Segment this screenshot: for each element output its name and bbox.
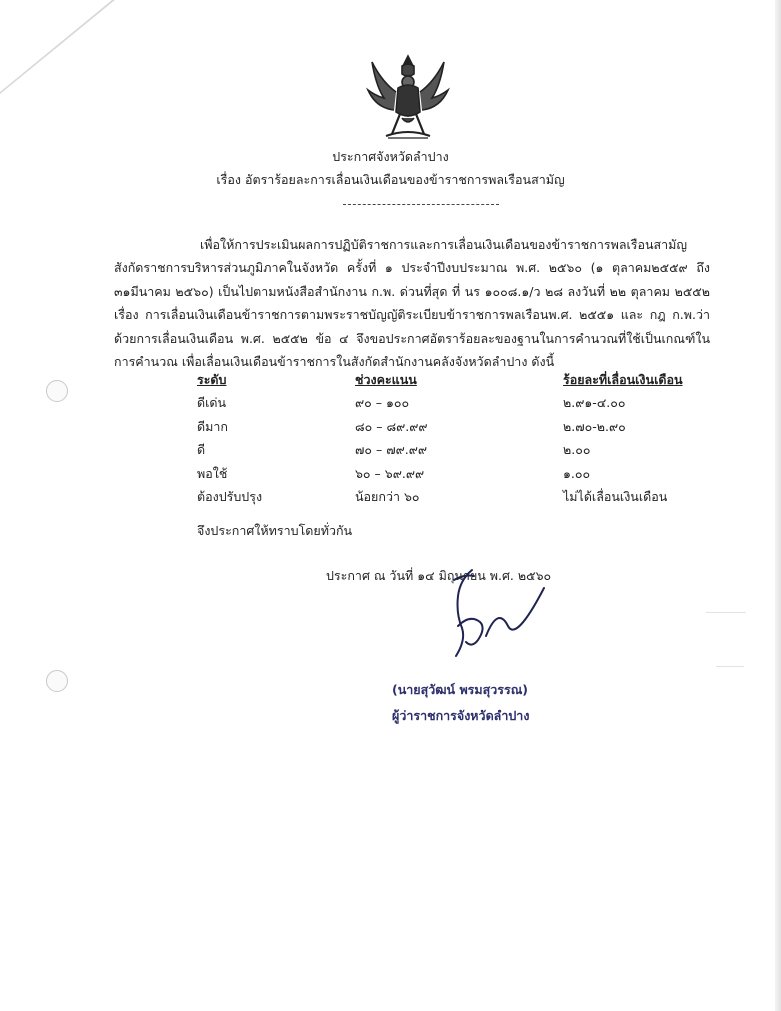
table-header-row [197, 370, 717, 393]
row-level: ดีเด่น [197, 395, 227, 411]
handwritten-signature [446, 566, 556, 666]
punch-hole-top [46, 380, 68, 402]
header-score-range: ช่วงคะแนน [355, 372, 417, 387]
signatory-position: ผู้ว่าราชการจังหวัดลำปาง [392, 708, 530, 723]
row-level: ดี [197, 442, 206, 458]
header-level: ระดับ [197, 372, 227, 387]
header-percentage: ร้อยละที่เลื่อนเงินเดือน [563, 372, 683, 387]
signatory-name: (นายสุวัฒน์ พรมสุวรรณ) [392, 682, 529, 697]
table-row [197, 417, 717, 440]
row-percentage: ๒.๗๐-๒.๙๐ [563, 418, 626, 434]
announcement-title: ประกาศจังหวัดลำปาง [332, 149, 449, 164]
garuda-emblem-icon [362, 52, 454, 144]
scan-artifact [706, 612, 746, 613]
table-row [197, 440, 717, 463]
salary-rate-table [197, 370, 717, 510]
row-score-range: ๖๐ – ๖๙.๙๙ [355, 465, 425, 481]
row-percentage: ไม่ได้เลื่อนเงินเดือน [563, 488, 668, 504]
body-paragraph: เพื่อให้การประเมินผลการปฏิบัติราชการและการเลื่อนเงินเดือนของข้าราชการพลเรือนสามัญ สังกัดราชการบริหารส่วนภูมิภาคในจังหวัด ครั้งที่ ๑ ประจำปีงบประมาณ พ.ศ. ๒๕๖๐ (๑ ตุลาคม๒๕๕๙ ถึง ๓๑มีนาคม ๒๕๖๐) เป็นไปตามหนังสือสำนักงาน ก.พ. ด่วนที่สุด ที่ นร ๑๐๐๘.๑/ว ๒๘ ลงวันที่ ๒๒ ตุลาคม ๒๕๕๒ เรื่อง การเลื่อนเงินเดือนข้าราชการตามพระราชบัญญัติระเบียบข้าราชการพลเรือนพ.ศ. ๒๕๕๑ และ กฎ ก.พ.ว่าด้วยการเลื่อนเงินเดือน พ.ศ. ๒๕๕๒ ข้อ ๔ จึงขอประกาศอัตราร้อยละของฐานในการคำนวณที่ใช้เป็นเกณฑ์ในการคำนวณ เพื่อเลื่อนเงินเดือนข้าราชการในสังกัดสำนักงานคลังจังหวัดลำปาง ดังนี้ [114, 237, 710, 370]
row-score-range: ๗๐ – ๗๙.๙๙ [355, 442, 428, 458]
row-level: พอใช้ [197, 465, 228, 481]
row-score-range: ๙๐ – ๑๐๐ [355, 395, 410, 411]
table-row [197, 393, 717, 416]
announcement-date: ประกาศ ณ วันที่ ๑๔ มิถุนายน พ.ศ. ๒๕๖๐ [326, 568, 552, 583]
folded-corner [0, 0, 112, 92]
row-percentage: ๒.๐๐ [563, 442, 591, 458]
row-score-range: ๘๐ – ๘๙.๙๙ [355, 418, 428, 434]
scan-artifact [716, 666, 744, 667]
row-percentage: ๒.๙๑-๔.๐๐ [563, 395, 626, 411]
table-row [197, 487, 717, 510]
row-score-range: น้อยกว่า ๖๐ [355, 488, 420, 504]
announcement-subject: เรื่อง อัตราร้อยละการเลื่อนเงินเดือนของข้าราชการพลเรือนสามัญ [216, 172, 565, 187]
title-divider [343, 204, 499, 205]
punch-hole-bottom [46, 670, 68, 692]
row-level: ต้องปรับปรุง [197, 488, 263, 504]
closing-statement: จึงประกาศให้ทราบโดยทั่วกัน [197, 523, 353, 538]
row-percentage: ๑.๐๐ [563, 465, 591, 481]
table-row [197, 464, 717, 487]
row-level: ดีมาก [197, 418, 228, 434]
